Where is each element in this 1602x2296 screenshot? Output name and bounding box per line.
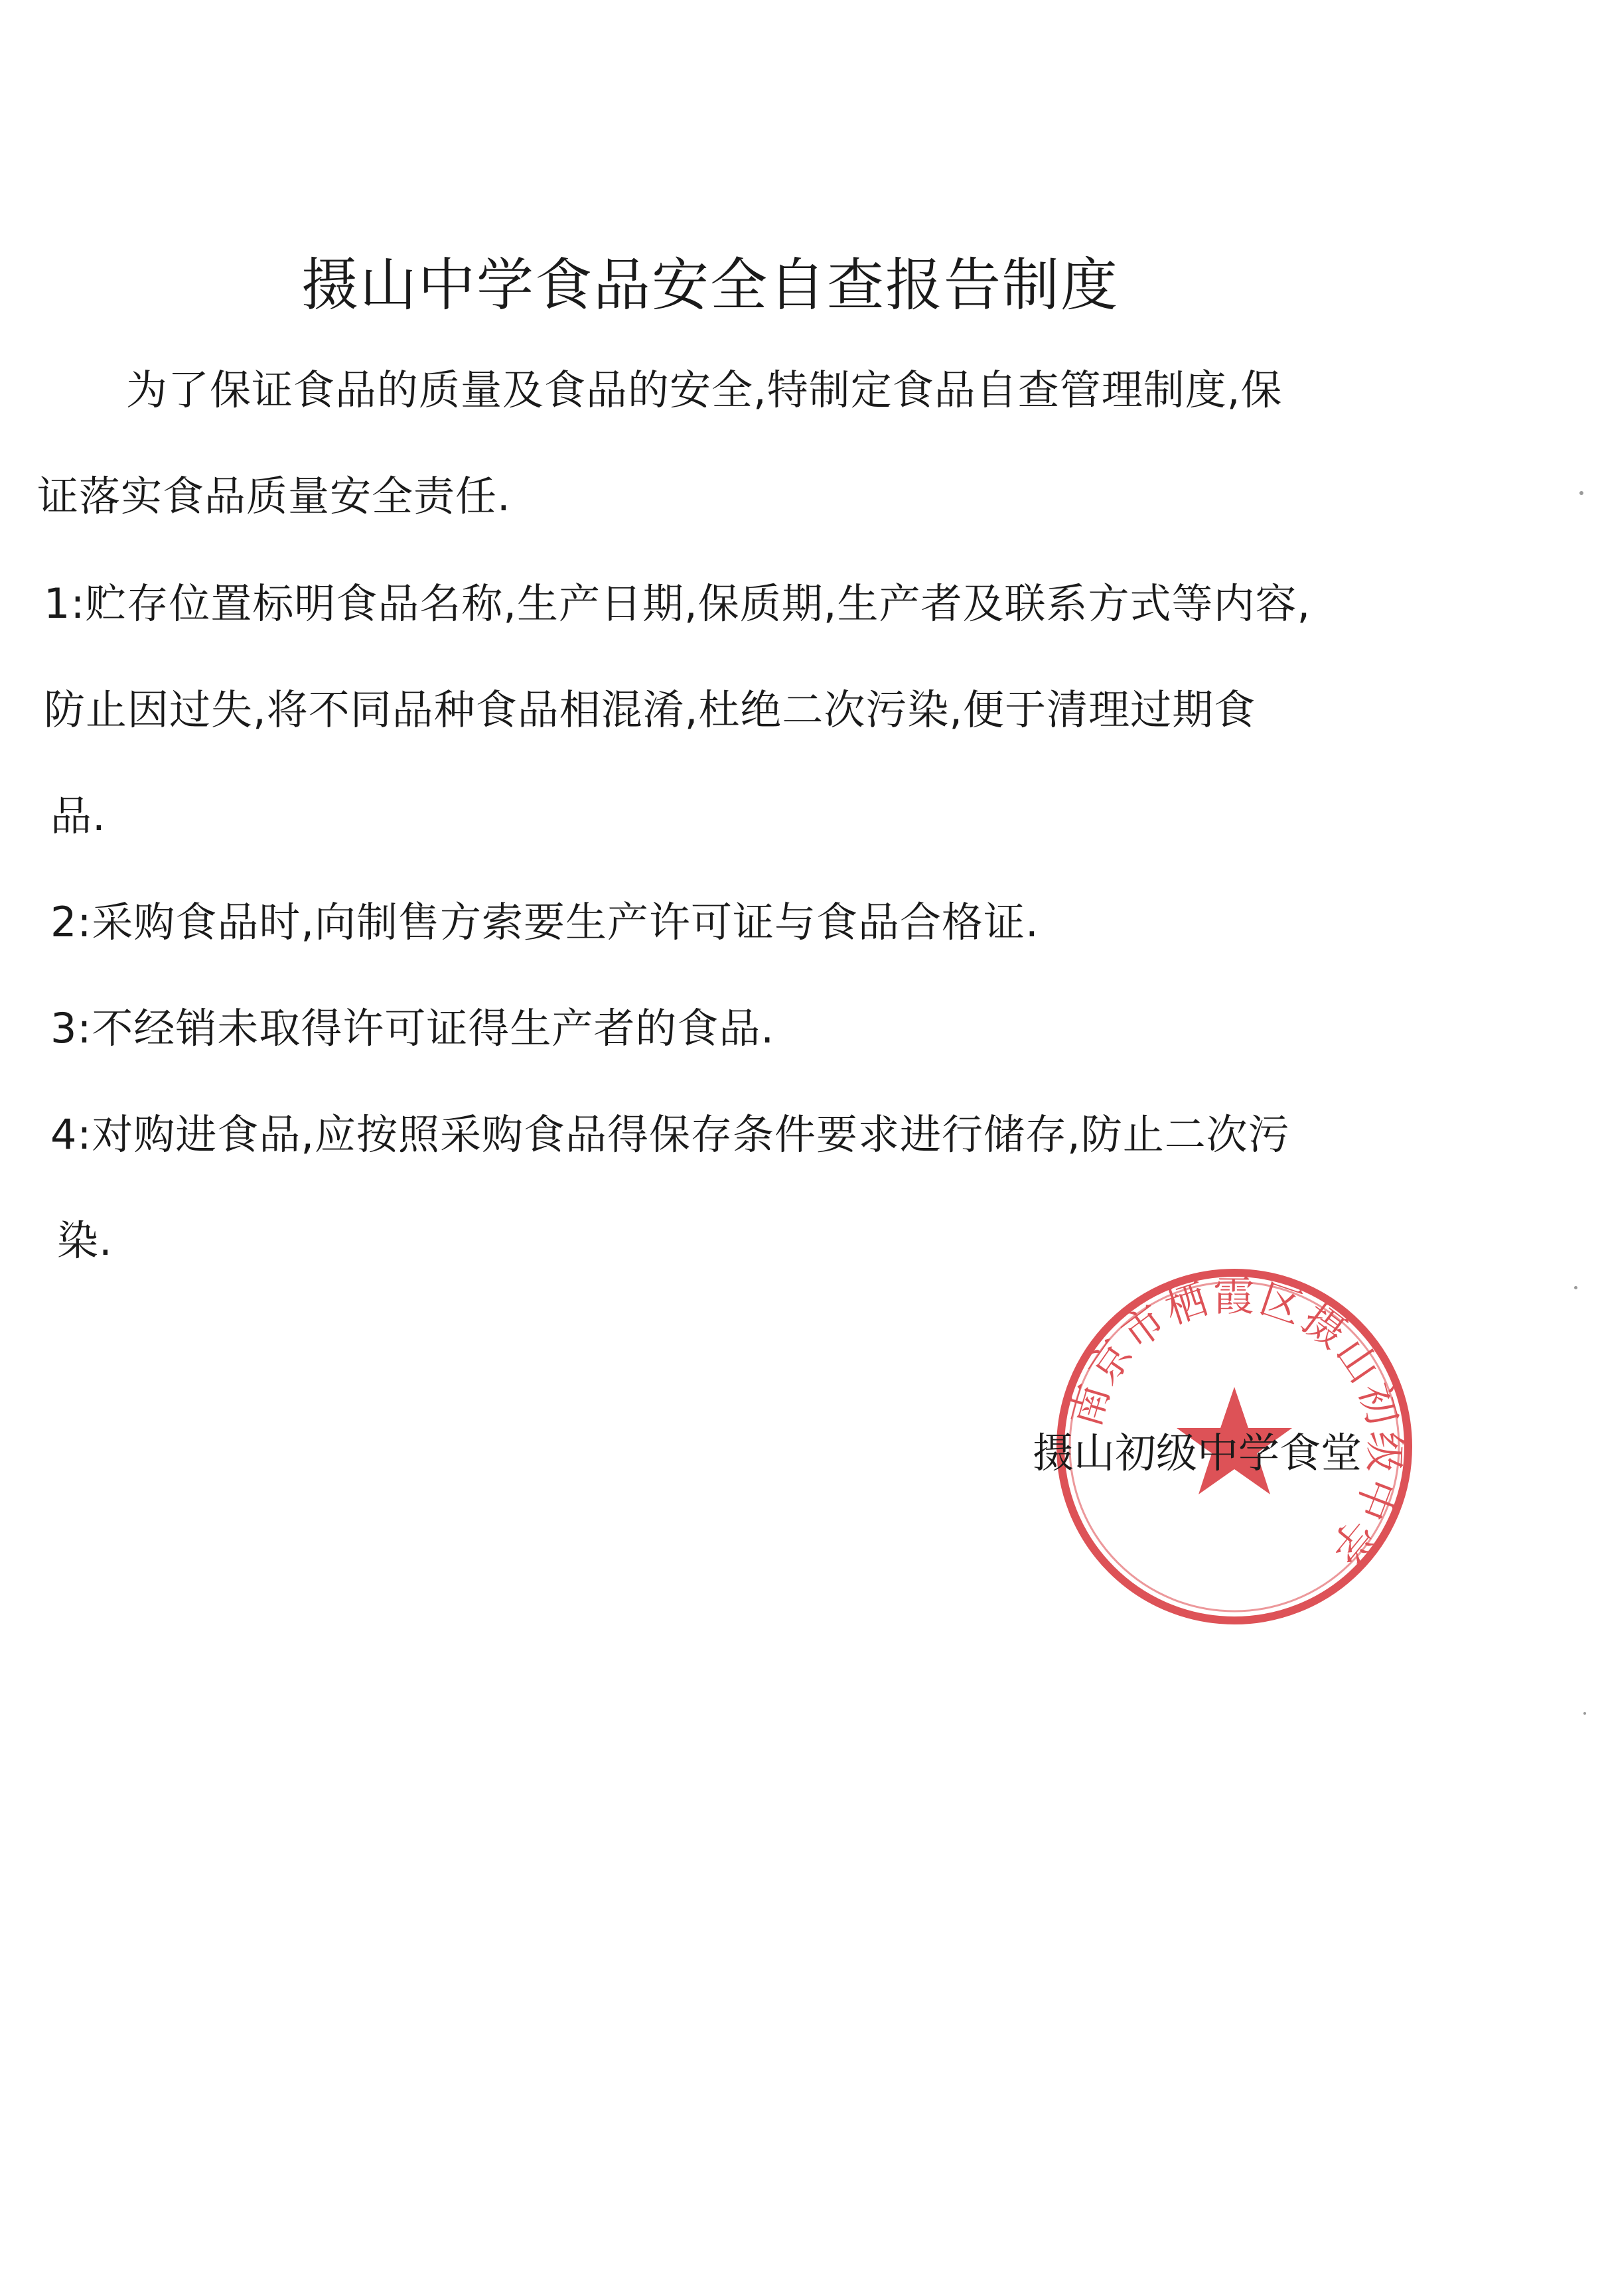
item-3: 3:不经销未取得许可证得生产者的食品. — [50, 1004, 775, 1052]
item-1-line-3: 品. — [50, 792, 106, 840]
item-2: 2:采购食品时,向制售方索要生产许可证与食品合格证. — [50, 898, 1039, 946]
intro-line-2: 证落实食品质量安全责任. — [37, 472, 511, 520]
item-1-line-2: 防止因过失,将不同品种食品相混淆,杜绝二次污染,便于清理过期食 — [44, 685, 1256, 734]
scan-speck — [1579, 491, 1583, 495]
item-4-line-2: 染. — [57, 1216, 113, 1265]
seal-text: 南京市栖霞区摄山初级中学 — [1060, 1271, 1410, 1575]
scan-speck — [1574, 1286, 1577, 1289]
intro-line-1: 为了保证食品的质量及食品的安全,特制定食品自查管理制度,保 — [126, 366, 1283, 414]
document-title: 摄山中学食品安全自查报告制度 — [301, 252, 1119, 319]
item-4-line-1: 4:对购进食品,应按照采购食品得保存条件要求进行储存,防止二次污 — [50, 1110, 1290, 1159]
signature-line: 摄山初级中学食堂 — [1033, 1429, 1362, 1477]
item-1-line-1: 1:贮存位置标明食品名称,生产日期,保质期,生产者及联系方式等内容, — [44, 579, 1311, 628]
scan-speck — [1583, 1712, 1586, 1715]
